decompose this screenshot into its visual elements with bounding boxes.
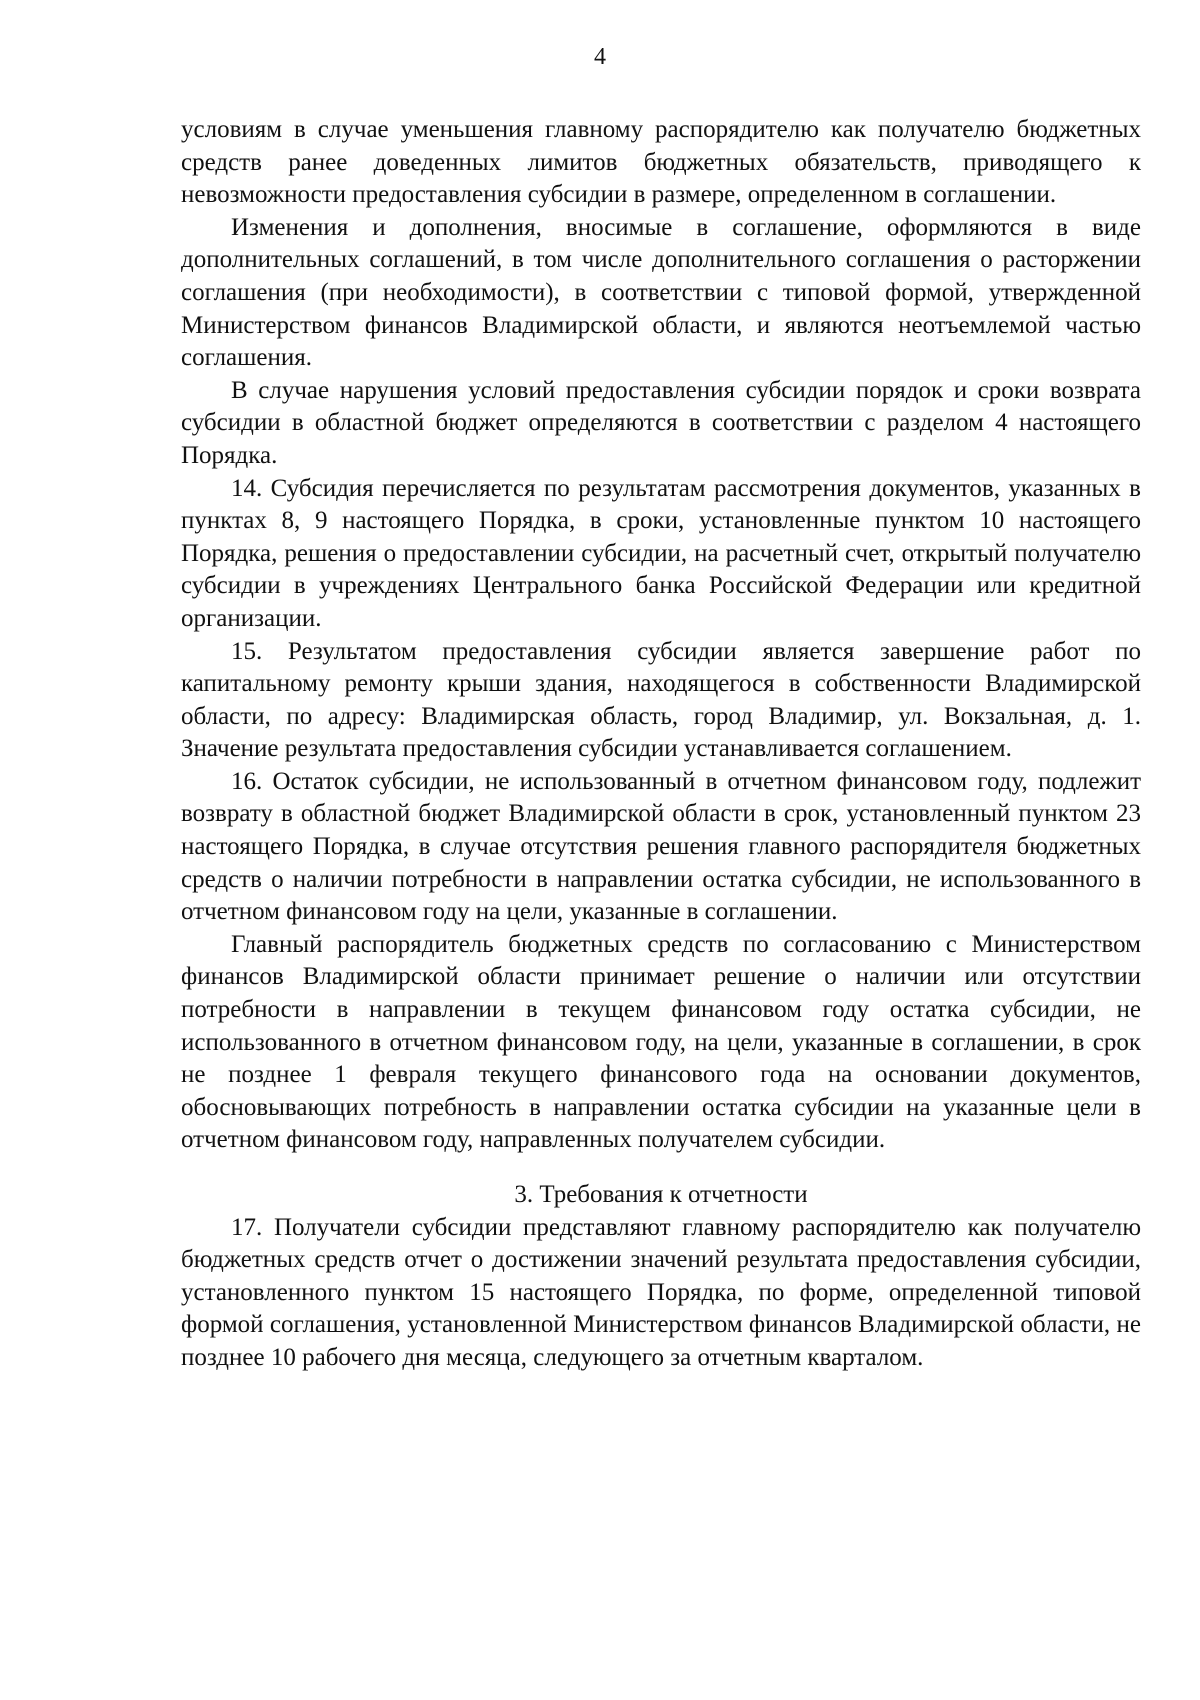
paragraph-amendments: Изменения и дополнения, вносимые в соглашение, оформляются в виде дополнительных соглашений, в том числе дополнительного соглашения о расторжении соглашения (при необходимости), в соответствии с типовой формой, утвержденной Министерством финансов Владимирской области, и являются неотъемлемой частью соглашения. (181, 213, 1141, 372)
paragraph-item-14: 14. Субсидия перечисляется по результатам рассмотрения документов, указанных в пунктах 8, 9 настоящего Порядка, в сроки, установленные пунктом 10 настоящего Порядка, решения о предоставлении субсидии, на расчетный счет, открытый получателю субсидии в учреждениях Центрального банка Российской Федерации или кредитной организации. (181, 474, 1141, 632)
paragraph-conditions-continued: условиям в случае уменьшения главному распорядителю как получателю бюджетных средств ранее доведенных лимитов бюджетных обязательств, приводящего к невозможности предоставления субсидии в размере, определенном в соглашении. (181, 116, 1141, 209)
paragraph-main-administrator-decision: Главный распорядитель бюджетных средств по согласованию с Министерством финансов Владимирской области принимает решение о наличии или отсутствии потребности в направлении в текущем финансовом году остатка субсидии, не использованного в отчетном финансовом году, на цели, указанные в соглашении, в срок не позднее 1 февраля текущего финансового года на основании документов, обосновывающих потребность в направлении остатка субсидии на указанные цели в отчетном финансовом году, направленных получателем субсидии. (181, 930, 1141, 1154)
paragraph-item-17: 17. Получатели субсидии представляют главному распорядителю как получателю бюджетных средств отчет о достижении значений результата предоставления субсидии, установленного пунктом 15 настоящего Порядка, по форме, определенной типовой формой соглашения, установленной Министерством финансов Владимирской области, не позднее 10 рабочего дня месяца, следующего за отчетным кварталом. (181, 1213, 1141, 1371)
paragraph-violation-return: В случае нарушения условий предоставления субсидии порядок и сроки возврата субсидии в областной бюджет определяются в соответствии с разделом 4 настоящего Порядка. (181, 376, 1141, 469)
document-body (181, 114, 1141, 1375)
paragraph-item-16: 16. Остаток субсидии, не использованный в отчетном финансовом году, подлежит возврату в областной бюджет Владимирской области в срок, установленный пунктом 23 настоящего Порядка, в случае отсутствия решения главного распорядителя бюджетных средств о наличии потребности в направлении остатка субсидии, не использованного в отчетном финансовом году на цели, указанные в соглашении. (181, 767, 1141, 926)
section-title-reporting: 3. Требования к отчетности (514, 1181, 808, 1208)
paragraph-item-15: 15. Результатом предоставления субсидии является завершение работ по капитальному ремонту крыши здания, находящегося в собственности Владимирской области, по адресу: Владимирская область, город Владимир, ул. Вокзальная, д. 1. Значение результата предоставления субсидии устанавливается соглашением. (181, 637, 1141, 763)
page-number: 4 (594, 44, 606, 70)
